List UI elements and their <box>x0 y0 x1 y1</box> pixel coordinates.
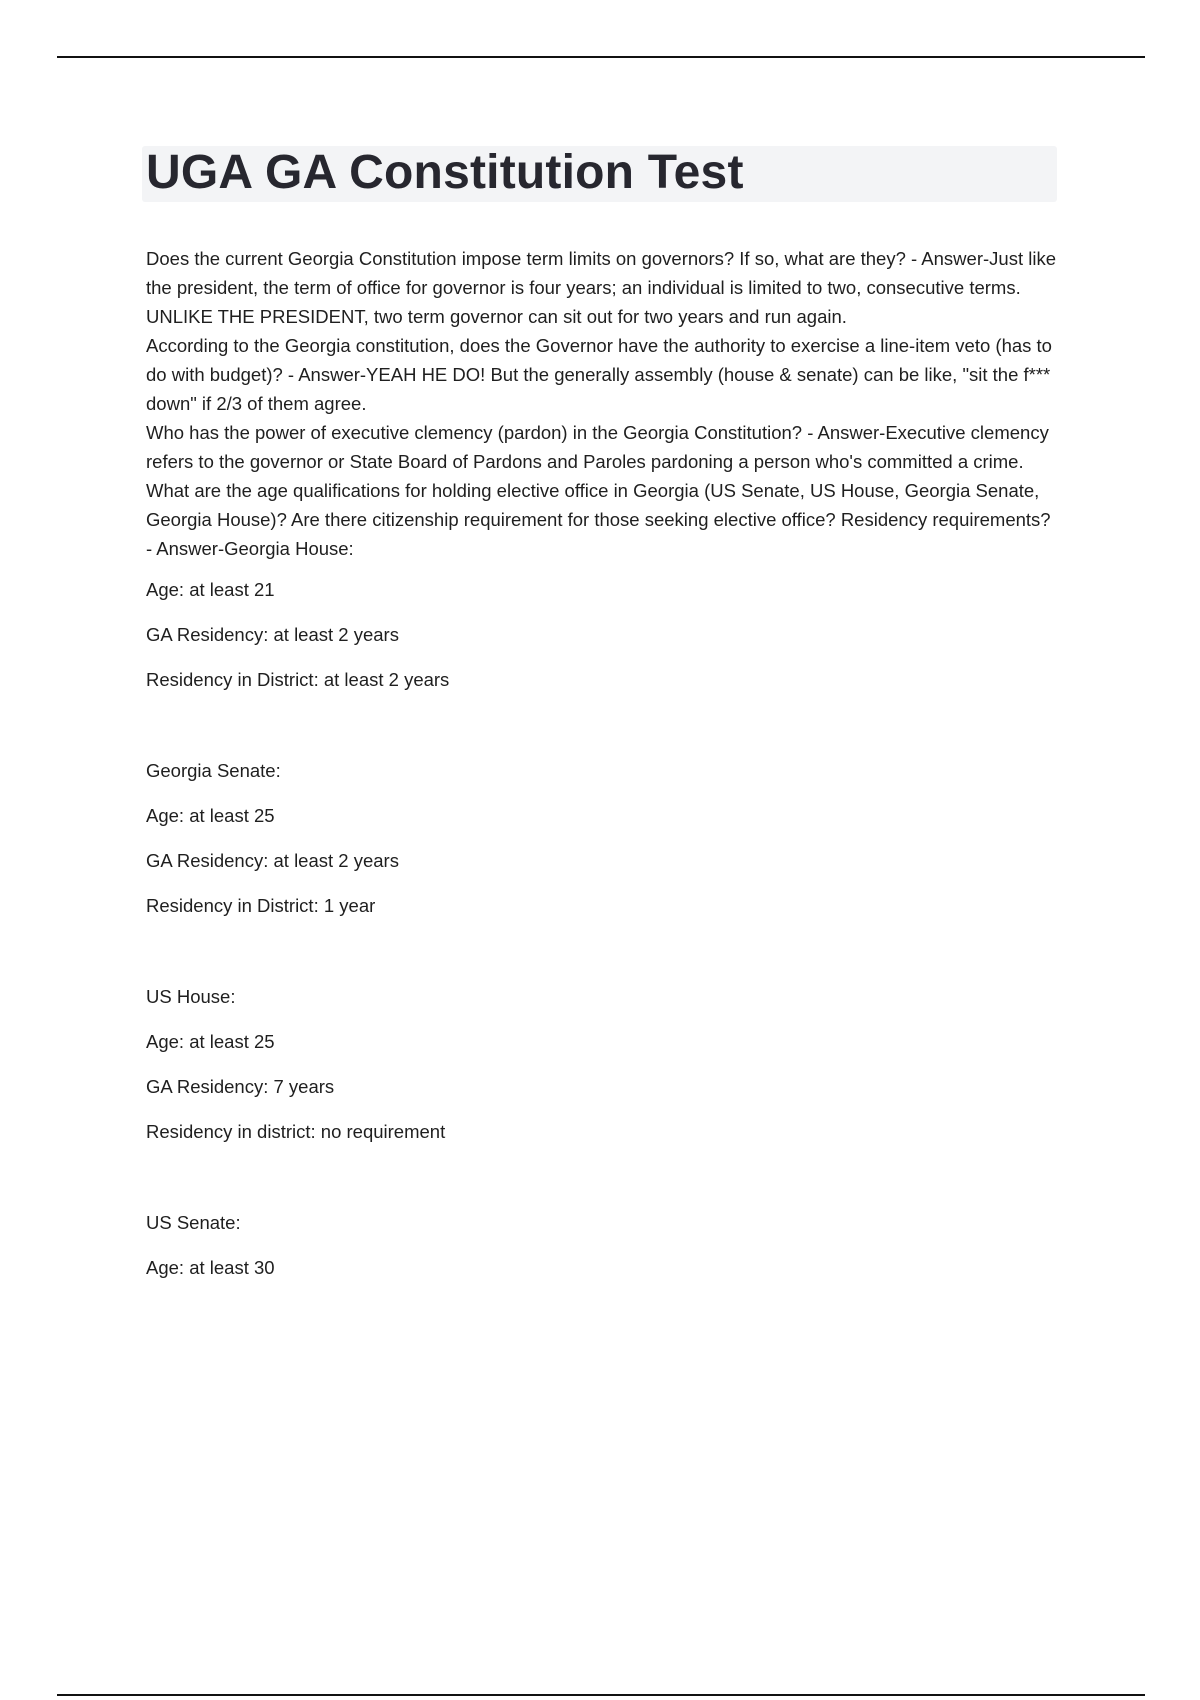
group-heading: Georgia Senate: <box>146 760 281 781</box>
qa-executive-clemency: Who has the power of executive clemency (pardon) in the Georgia Constitution? - Answer-Executive clemency refers to the governor or State Board of Pardons and Paroles pardoning a person who's committed a crime. <box>146 422 1049 472</box>
us-senate-requirements <box>146 1208 1056 1298</box>
georgia-house-requirements <box>146 575 1056 710</box>
us-house-requirements <box>146 982 1056 1162</box>
group-heading: US House: <box>146 986 236 1007</box>
document-title: UGA GA Constitution Test <box>146 146 744 199</box>
qa-term-limits: Does the current Georgia Constitution impose term limits on governors? If so, what are they? - Answer-Just like the president, the term of office for governor is four years; an individual is limited to two, consecutive terms. UNLIKE THE PRESIDENT, two term governor can sit out for two years and run again. <box>146 248 1056 327</box>
qa-age-qualifications: What are the age qualifications for holding elective office in Georgia (US Senate, US House, Georgia Senate, Georgia House)? Are there citizenship requirement for those seeking elective office? Residency requirements? - Answer-Georgia House: <box>146 480 1051 559</box>
detail-line: GA Residency: 7 years <box>146 1076 335 1097</box>
bottom-rule <box>57 1694 1145 1696</box>
georgia-senate-requirements <box>146 756 1056 936</box>
group-heading: US Senate: <box>146 1212 241 1233</box>
qa-line-item-veto: According to the Georgia constitution, does the Governor have the authority to exercise a line-item veto (has to do with budget)? - Answer-YEAH HE DO! But the generally assembly (house & senate) can be like, "sit the f*** down" if 2/3 of them agree. <box>146 335 1052 414</box>
detail-line: Age: at least 30 <box>146 1257 275 1278</box>
detail-line: GA Residency: at least 2 years <box>146 850 399 871</box>
detail-line: Age: at least 25 <box>146 1031 275 1052</box>
detail-line: Age: at least 21 <box>146 579 275 600</box>
detail-line: Residency in district: no requirement <box>146 1121 446 1142</box>
detail-line: Age: at least 25 <box>146 805 275 826</box>
document-body <box>146 244 1056 1344</box>
detail-line: Residency in District: at least 2 years <box>146 669 450 690</box>
detail-line: Residency in District: 1 year <box>146 895 376 916</box>
detail-line: GA Residency: at least 2 years <box>146 624 399 645</box>
top-rule <box>57 56 1145 58</box>
